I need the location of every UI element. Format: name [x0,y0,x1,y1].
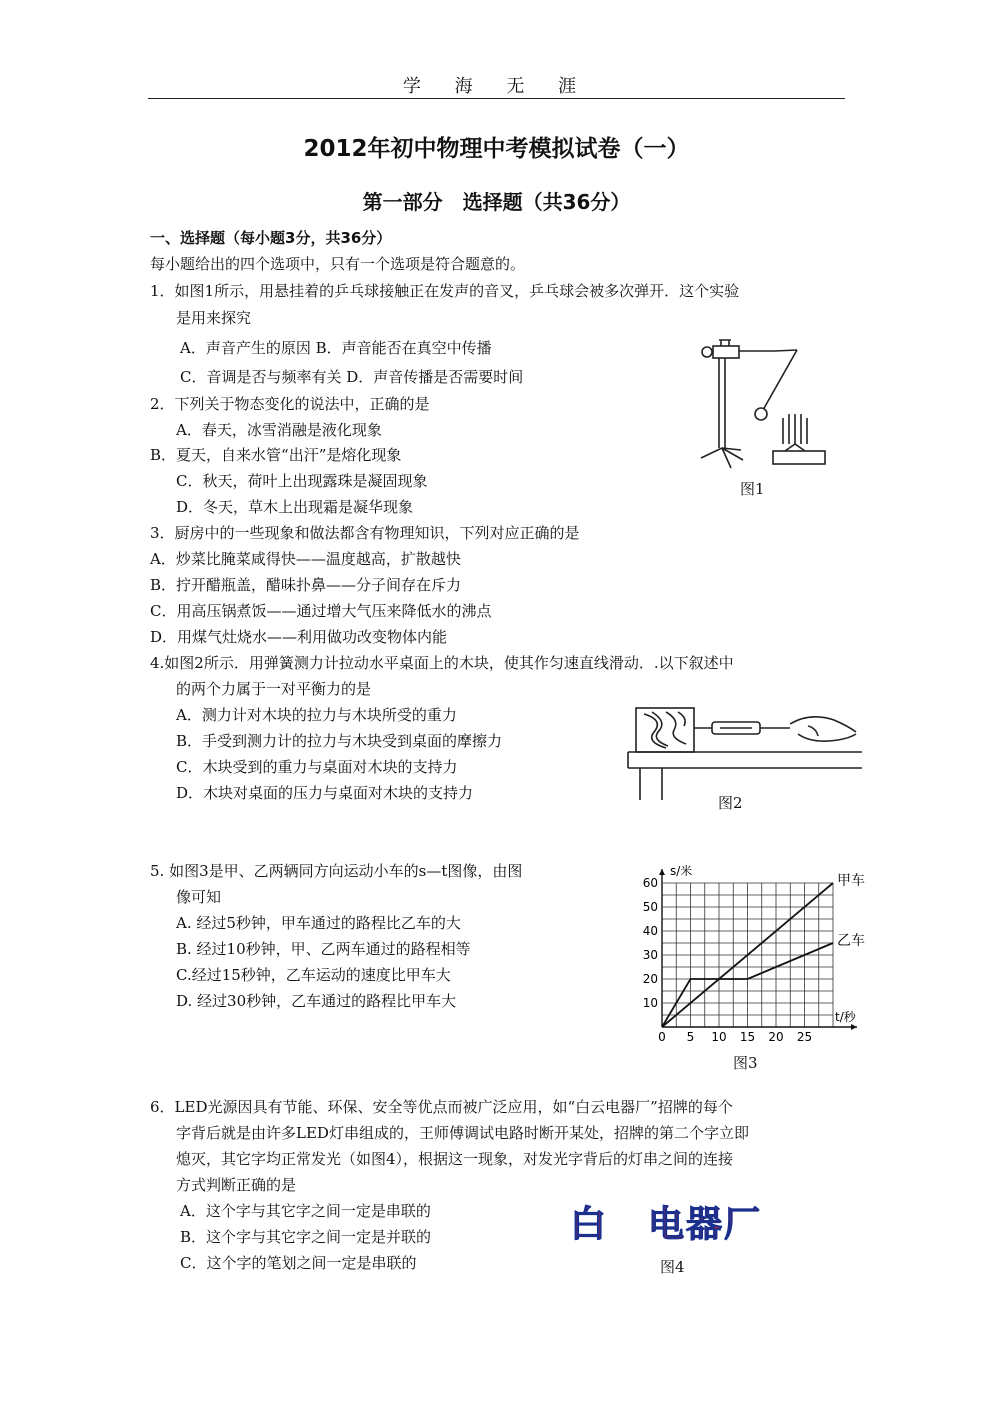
y-axis-arrow [659,869,665,875]
figure-2-caption: 图2 [718,794,743,812]
q4-option-b: B．手受到测力计的拉力与木块受到桌面的摩擦力 [176,732,503,750]
y-tick-label: 50 [642,900,658,914]
part-heading: 第一部分 选择题（共36分） [362,190,631,214]
figure-2-spring-scale [622,700,862,805]
q5-option-c: C.经过15秒钟，乙车运动的速度比甲车大 [176,966,451,984]
q5-option-a: A. 经过5秒钟，甲车通过的路程比乙车的大 [176,914,461,932]
q2-option-b: B．夏天，自来水管“出汗”是熔化现象 [150,446,402,464]
sign-remaining-chars: 电器厂 [648,1204,763,1245]
series-label: 乙车 [837,933,865,949]
y-tick-label: 30 [642,948,658,962]
figure-1-tuning-fork [695,338,840,473]
q1-options-cd: C．音调是否与频率有关 D．声音传播是否需要时间 [180,368,524,386]
y-axis-label: s/米 [670,864,693,878]
q1-stem-line2: 是用来探究 [176,309,252,327]
exam-title: 2012年初中物理中考模拟试卷（一） [303,136,690,162]
q3-stem: 3．厨房中的一些现象和做法都含有物理知识，下列对应正确的是 [150,524,580,542]
q5-stem-line1: 5. 如图3是甲、乙两辆同方向运动小车的s—t图像，由图 [150,862,523,880]
y-tick-label: 40 [642,924,658,938]
sign-first-char: 白 [570,1204,609,1245]
page-header: 学 海 无 涯 [402,76,591,97]
q3-option-a: A．炒菜比腌菜咸得快——温度越高，扩散越快 [150,550,461,568]
figure-3-st-chart [640,855,880,1045]
q4-option-a: A．测力计对木块的拉力与木块所受的重力 [176,706,457,724]
q2-option-a: A．春天，冰雪消融是液化现象 [176,421,382,439]
q4-stem-line2: 的两个力属于一对平衡力的是 [176,680,372,698]
q3-option-c: C．用高压锅煮饭——通过增大气压来降低水的沸点 [150,602,492,620]
figure-4-sign [570,1196,762,1247]
q6-option-b: B．这个字与其它字之间一定是并联的 [180,1228,432,1246]
y-tick-label: 20 [642,972,658,986]
x-tick-label: 25 [796,1030,813,1044]
x-tick-label: 20 [768,1030,784,1044]
q6-stem-line1: 6．LED光源因具有节能、环保、安全等优点而被广泛应用，如“白云电器厂”招牌的每个 [150,1098,733,1116]
x-tick-label: 15 [739,1030,756,1044]
q1-stem-line1: 1．如图1所示，用悬挂着的乒乓球接触正在发声的音叉，乒乓球会被多次弹开．这个实验 [150,282,740,300]
q6-option-c: C．这个字的笔划之间一定是串联的 [180,1254,417,1272]
q4-option-d: D．木块对桌面的压力与桌面对木块的支持力 [176,784,474,802]
q1-options-ab: A．声音产生的原因 B．声音能否在真空中传播 [180,339,492,357]
section-heading: 一、选择题（每小题3分，共36分） [150,229,392,247]
series-label: 甲车 [837,873,865,889]
q6-stem-line2: 字背后就是由许多LED灯串组成的，王师傅调试电路时断开某处，招牌的第二个字立即 [176,1124,749,1142]
y-tick-label: 60 [642,876,658,890]
x-axis-arrow [851,1024,857,1030]
q2-stem: 2．下列关于物态变化的说法中，正确的是 [150,395,430,413]
x-axis-label: t/秒 [835,1010,856,1024]
q6-stem-line4: 方式判断正确的是 [176,1176,297,1194]
q3-option-b: B．拧开醋瓶盖，醋味扑鼻——分子间存在斥力 [150,576,462,594]
q6-stem-line3: 熄灭，其它字均正常发光（如图4），根据这一现象，对发光字背后的灯串之间的连接 [176,1150,734,1168]
q3-option-d: D．用煤气灶烧水——利用做功改变物体内能 [150,628,448,646]
q4-stem-line1: 4.如图2所示．用弹簧测力计拉动水平桌面上的木块，使其作匀速直线滑动．.以下叙述中 [150,654,734,672]
figure-3-caption: 图3 [733,1054,758,1072]
x-tick-label: 5 [686,1030,695,1044]
x-tick-label: 0 [658,1030,666,1044]
x-tick-label: 10 [711,1030,727,1044]
q2-option-c: C．秋天，荷叶上出现露珠是凝固现象 [176,472,428,490]
header-rule [148,98,845,99]
q5-option-d: D. 经过30秒钟，乙车通过的路程比甲车大 [176,992,457,1010]
section-instruction: 每小题给出的四个选项中，只有一个选项是符合题意的。 [150,255,526,273]
figure-4-caption: 图4 [660,1258,685,1276]
q6-option-a: A．这个字与其它字之间一定是串联的 [180,1202,431,1220]
q5-stem-line2: 像可知 [176,888,222,906]
q4-option-c: C．木块受到的重力与桌面对木块的支持力 [176,758,458,776]
q5-option-b: B. 经过10秒钟，甲、乙两车通过的路程相等 [176,940,471,958]
q2-option-d: D．冬天，草木上出现霜是凝华现象 [176,498,414,516]
y-tick-label: 10 [642,996,658,1010]
figure-1-caption: 图1 [740,480,765,498]
